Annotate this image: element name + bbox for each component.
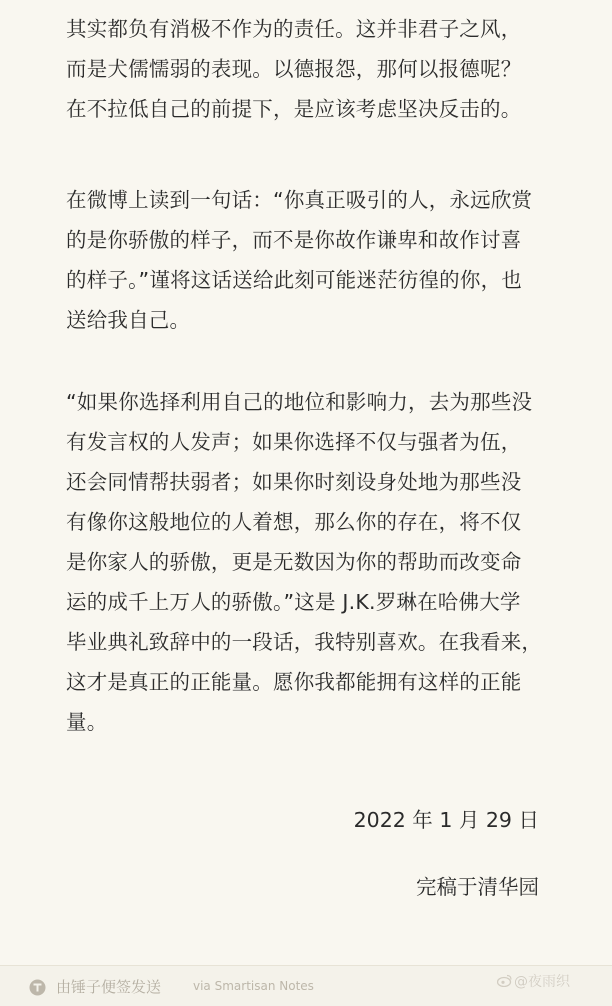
text-line: 送给我自己。 (66, 308, 191, 332)
weibo-watermark: @夜雨织 (514, 974, 570, 990)
text-line: “如果你选择利用自己的地位和影响力，去为那些没 (66, 390, 533, 414)
text-line: 运的成千上万人的骄傲。”这是 J.K.罗琳在哈佛大学 (66, 590, 521, 614)
via-app-label: via Smartisan Notes (193, 979, 314, 993)
text-line: 还会同情帮扶弱者；如果你时刻设身处地为那些没 (66, 470, 522, 494)
paragraph-1 (66, 9, 552, 129)
note-signature-place: 完稿于清华园 (416, 875, 539, 899)
text-line: 在不拉低自己的前提下，是应该考虑坚决反击的。 (66, 97, 522, 121)
text-line: 其实都负有消极不作为的责任。这并非君子之风， (66, 17, 522, 41)
sent-by-label: 由锤子便签发送 (56, 978, 162, 996)
paragraph-3 (66, 382, 552, 742)
text-line: 是你家人的骄傲，更是无数因为你的帮助而改变命 (66, 550, 522, 574)
text-line: 有像你这般地位的人着想，那么你的存在，将不仅 (66, 510, 522, 534)
text-line: 的样子。”谨将这话送给此刻可能迷茫彷徨的你，也 (66, 268, 522, 292)
text-line: 的是你骄傲的样子，而不是你故作谦卑和故作讨喜 (66, 228, 522, 252)
paragraph-2 (66, 180, 552, 340)
smartisan-t-icon (29, 979, 46, 996)
text-line: 量。 (66, 710, 108, 734)
text-line: 这才是真正的正能量。愿你我都能拥有这样的正能 (66, 670, 522, 694)
text-line: 在微博上读到一句话：“你真正吸引的人，永远欣赏 (66, 188, 533, 212)
note-date: 2022 年 1 月 29 日 (353, 808, 539, 832)
weibo-icon (497, 974, 512, 987)
text-line: 而是犬儒懦弱的表现。以德报怨，那何以报德呢？ (66, 57, 522, 81)
text-line: 毕业典礼致辞中的一段话，我特别喜欢。在我看来， (66, 630, 543, 654)
text-line: 有发言权的人发声；如果你选择不仅与强者为伍， (66, 430, 522, 454)
